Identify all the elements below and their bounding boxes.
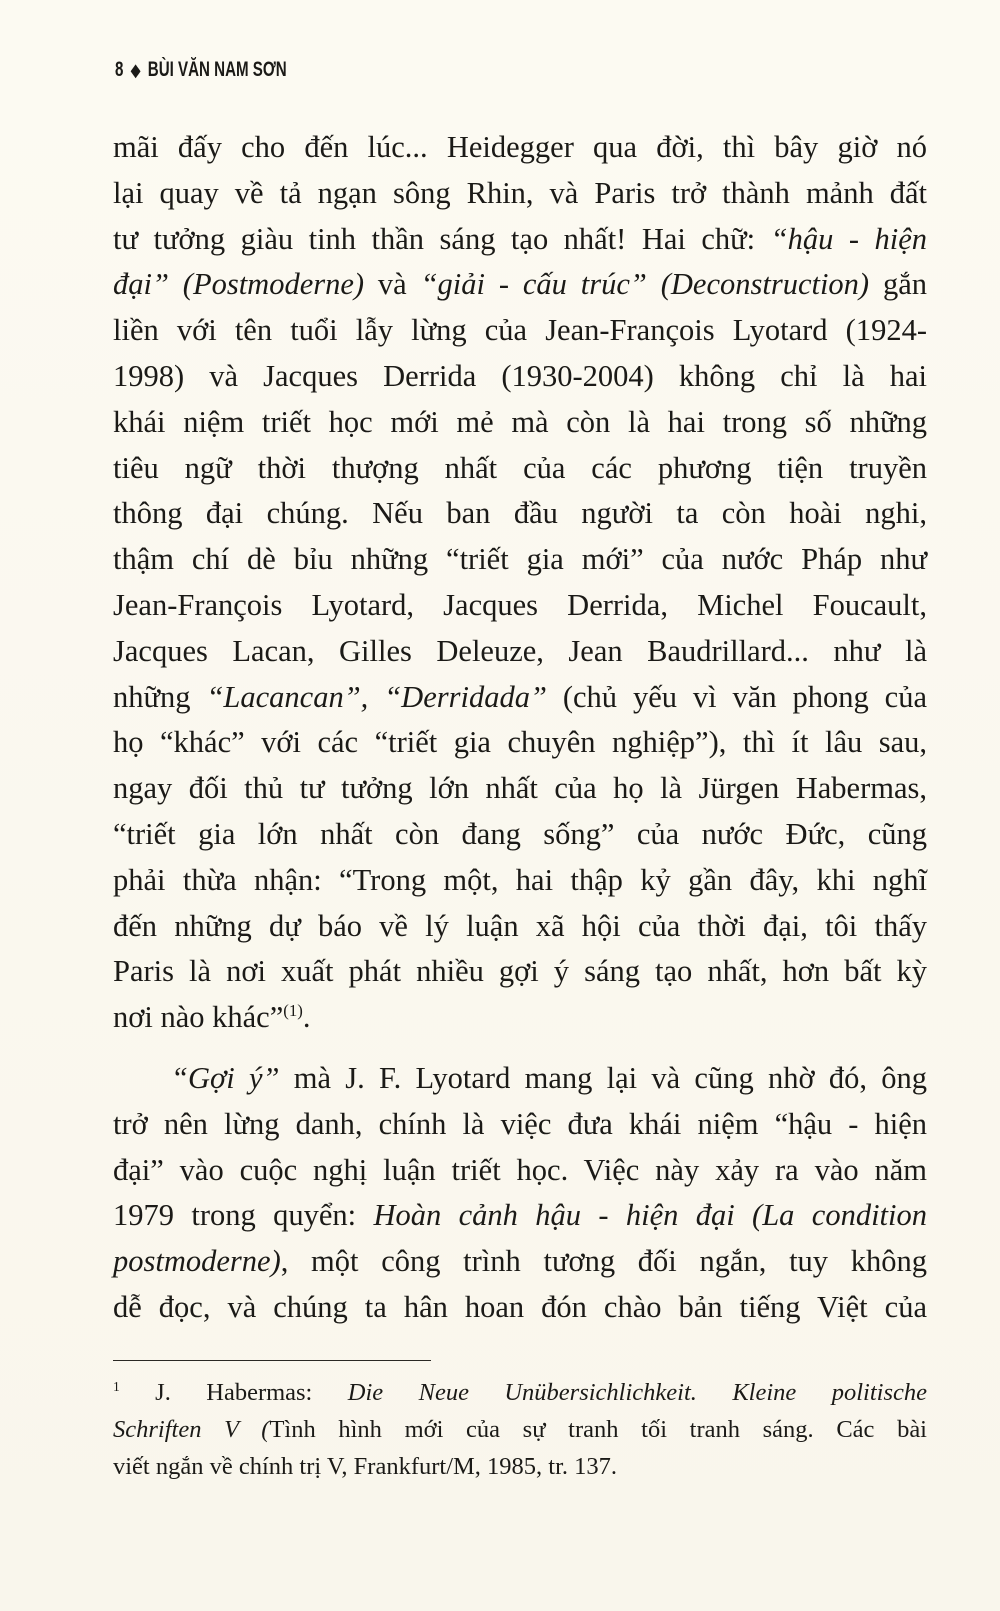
text-line: khái niệm triết học mới mẻ mà còn là hai trong số những [113, 404, 927, 439]
text-line: tư tưởng giàu tinh thần sáng tạo nhất! Hai chữ: “hậu - hiện [113, 221, 927, 256]
footnote-line: $^1$ J. Habermas: Die Neue Unübersichlichkeit. Kleine politische [113, 1378, 927, 1406]
text-line: phải thừa nhận: “Trong một, hai thập kỷ gần đây, khi nghĩ [113, 862, 927, 897]
text-line: mãi đấy cho đến lúc... Heidegger qua đời, thì bây giờ nó [113, 130, 927, 164]
text-line: Jacques Lacan, Gilles Deleuze, Jean Baudrillard... như là [113, 633, 927, 668]
page-number: 8 [115, 58, 124, 81]
footnote-reference: (1) [283, 1000, 303, 1020]
text-line: Paris là nơi xuất phát nhiều gợi ý sáng tạo nhất, hơn bất kỳ [113, 954, 927, 989]
text-line: dễ đọc, và chúng ta hân hoan đón chào bản tiếng Việt của [113, 1289, 927, 1324]
footnote-line: viết ngắn về chính trị V, Frankfurt/M, 1985, tr. 137. [113, 1453, 618, 1480]
text-line: lại quay về tả ngạn sông Rhin, và Paris trở thành mảnh đất [113, 175, 927, 210]
footnote-number: 1 [113, 1378, 120, 1394]
text-line: ngay đối thủ tư tưởng lớn nhất của họ là Jürgen Habermas, [113, 771, 927, 806]
body-text [113, 125, 927, 1331]
footnote-line: Schriften V (Tình hình mới của sự tranh tối tranh sáng. Các bài [113, 1416, 927, 1443]
text-line: trở nên lừng danh, chính là việc đưa khái niệm “hậu - hiện [113, 1106, 927, 1141]
text-line: những “Lacancan”, “Derridada” (chủ yếu vì văn phong của [113, 679, 928, 714]
text-line: 1979 trong quyển: Hoàn cảnh hậu - hiện đại (La condition [113, 1198, 927, 1233]
text-line: họ “khác” với các “triết gia chuyên nghiệp”), thì ít lâu sau, [113, 725, 927, 760]
separator-glyph: ◆ [130, 60, 141, 80]
text-line: 1998) và Jacques Derrida (1930-2004) không chỉ là hai [113, 358, 927, 393]
footnote-divider [113, 1360, 431, 1361]
text-line: postmoderne), một công trình tương đối ngắn, tuy không [113, 1244, 927, 1279]
author-name: BÙI VĂN NAM SƠN [147, 58, 287, 81]
footnote [113, 1374, 927, 1485]
text-line: thông đại chúng. Nếu ban đầu người ta còn hoài nghi, [113, 496, 927, 531]
running-head [115, 58, 287, 82]
text-line: thậm chí dè bỉu những “triết gia mới” của nước Pháp như [113, 542, 927, 577]
text-line: “Gợi ý” mà J. F. Lyotard mang lại và cũng nhờ đó, ông [171, 1060, 928, 1095]
text-line: đại” (Postmoderne) và “giải - cấu trúc” (Deconstruction) gắn [113, 267, 927, 302]
text-line: đến những dự báo về lý luận xã hội của thời đại, tôi thấy [113, 908, 927, 943]
text-line: liền với tên tuổi lẫy lừng của Jean-François Lyotard (1924- [113, 313, 927, 348]
text-line: đại” vào cuộc nghị luận triết học. Việc này xảy ra vào năm [113, 1152, 927, 1187]
text-line: tiêu ngữ thời thượng nhất của các phương tiện truyền [113, 450, 927, 485]
paragraph-gap [113, 1041, 927, 1056]
text-line: nơi nào khác”$^{(1)}$. [113, 1000, 311, 1035]
text-line: Jean-François Lyotard, Jacques Derrida, Michel Foucault, [113, 587, 927, 622]
text-line: “triết gia lớn nhất còn đang sống” của nước Đức, cũng [113, 816, 927, 851]
